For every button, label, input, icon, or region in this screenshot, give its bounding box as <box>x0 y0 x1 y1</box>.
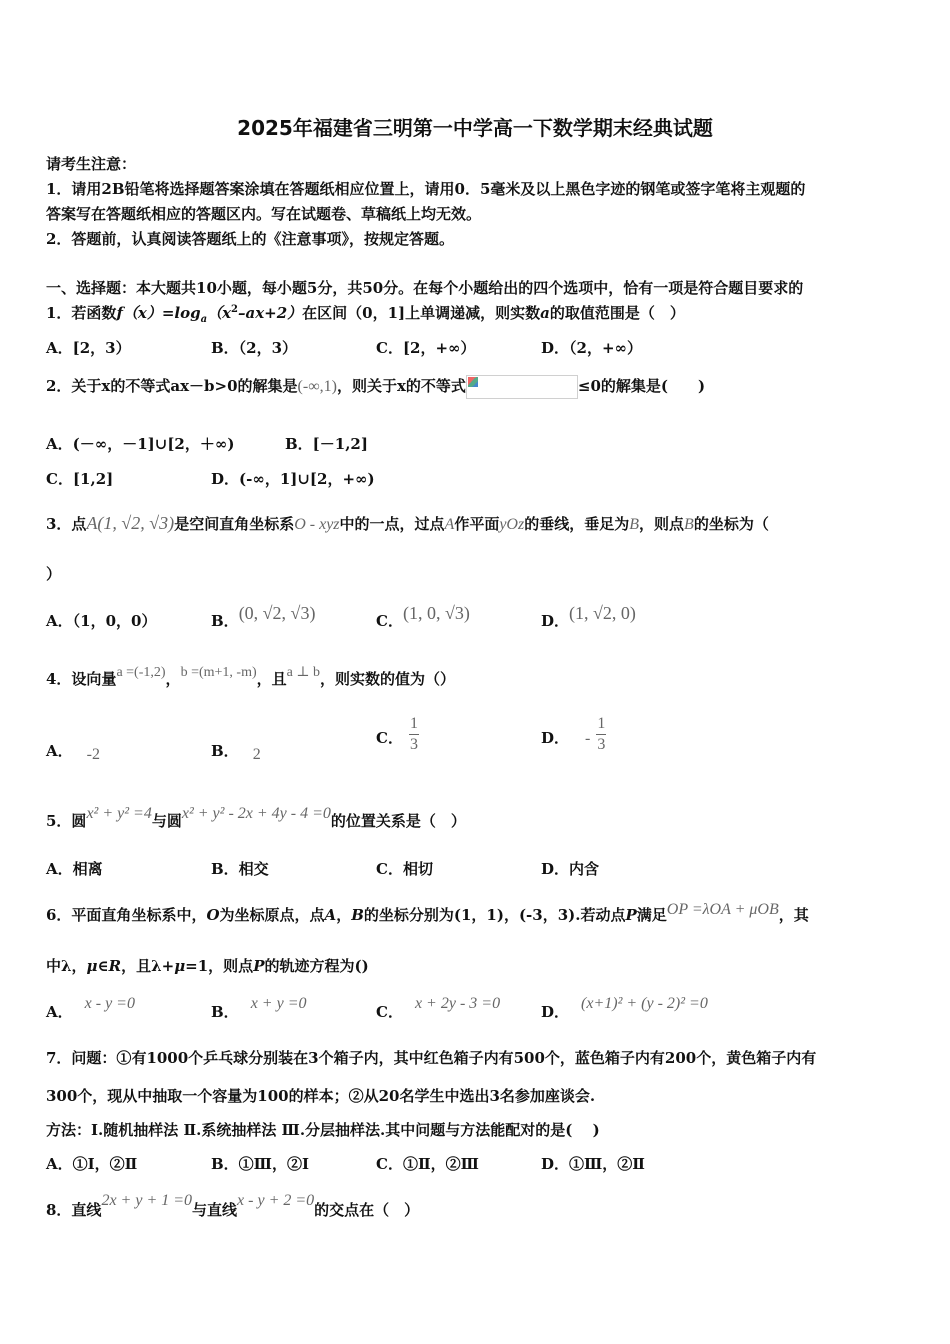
q3-point-a: A <box>444 516 455 533</box>
q4-d-negative: - <box>585 729 591 747</box>
q6-line1e: 满足 <box>636 906 667 924</box>
q7-option-b[interactable]: B．①Ⅲ，②Ⅰ <box>211 1155 309 1173</box>
q6-p: P <box>625 906 637 924</box>
page-title: 2025年福建省三明第一中学高一下数学期末经典试题 <box>237 116 713 140</box>
notice-heading: 请考生注意： <box>46 155 137 173</box>
q4-d-label: D． <box>541 728 570 747</box>
q6-o: O <box>206 906 220 924</box>
question-6-line-1 <box>46 901 809 925</box>
q3-suffix: 的坐标为（ <box>693 515 769 533</box>
q8-line-2: x - y + 2 =0 <box>237 1192 315 1209</box>
q6-option-b[interactable] <box>211 995 307 1022</box>
q3-mid4: 的垂线，垂足为 <box>524 515 630 533</box>
q1-suffix: 的取值范围是（ ） <box>549 304 685 322</box>
q5-circle-2: x² + y² - 2x + 4y - 4 =0 <box>181 805 331 822</box>
q5-circle-1: x² + y² =4 <box>86 805 152 822</box>
q1-option-d[interactable]: D．（2，+∞） <box>541 339 643 357</box>
q4-c-denominator: 3 <box>409 736 418 753</box>
q3-point: A(1, √2, √3) <box>86 513 175 533</box>
q3-d-value: (1, √2, 0) <box>569 603 636 623</box>
q6-line1f: ，其 <box>778 906 809 924</box>
q6-option-c[interactable] <box>376 995 501 1022</box>
q8-suffix: 的交点在（ ） <box>314 1201 420 1219</box>
q3-option-b[interactable] <box>211 603 316 630</box>
q6-r: R <box>108 957 122 975</box>
q1-prefix: 1．若函数 <box>46 304 117 322</box>
q6-line2c: ，且λ+ <box>121 957 175 975</box>
question-7-line-1: 7．问题：①有1000个乒乓球分别装在3个箱子内，其中红色箱子内有500个，蓝色箱子内有200个，黄色箱子内有 <box>46 1049 817 1067</box>
q1-func: f（x）=log <box>116 304 201 322</box>
q6-b: B <box>351 906 364 924</box>
q3-prefix: 3．点 <box>46 515 87 533</box>
q4-c-label: C． <box>376 728 403 747</box>
q8-prefix: 8．直线 <box>46 1201 102 1219</box>
q1-rest: 在区间（0，1]上单调递减，则实数 <box>302 304 541 322</box>
q3-mid2: 中的一点，过点 <box>339 515 445 533</box>
q5-option-a[interactable]: A．相离 <box>46 860 103 878</box>
q4-c-fraction <box>409 714 419 755</box>
q4-comma: ， <box>165 670 181 688</box>
q3-option-a[interactable] <box>46 610 156 631</box>
q3-system: O - xyz <box>294 516 340 533</box>
q6-d-label: D． <box>541 1003 570 1021</box>
q3-a-label: A． <box>46 612 73 630</box>
q1-option-a[interactable]: A．[2，3） <box>46 339 131 357</box>
q6-a: A <box>324 906 337 924</box>
q1-option-c[interactable]: C．[2，+∞） <box>376 339 476 357</box>
q5-option-c[interactable]: C．相切 <box>376 860 433 878</box>
q6-line1a: 6．平面直角坐标系中， <box>46 906 207 924</box>
q5-prefix: 5．圆 <box>46 812 87 830</box>
q6-mu: μ <box>86 957 98 975</box>
q3-a-value: （1，0，0） <box>72 612 157 630</box>
q4-vector-a: a =(-1,2) <box>116 665 166 680</box>
q6-line1d: 的坐标分别为(1，1)，(-3，3).若动点 <box>363 906 626 924</box>
q8-line-1: 2x + y + 1 =0 <box>101 1192 193 1209</box>
broken-image-icon <box>466 375 578 399</box>
question-6-line-2 <box>46 955 369 976</box>
q4-b-label: B． <box>211 742 239 760</box>
q7-option-a[interactable]: A．①Ⅰ，②Ⅱ <box>46 1155 138 1173</box>
q6-line2e: 的轨迹方程为() <box>264 957 369 975</box>
q2-suffix: ≤0的解集是( ) <box>577 377 706 395</box>
q1-arg-a: （x <box>207 304 232 322</box>
q3-close-paren: ） <box>46 565 62 583</box>
q1-sup: 2 <box>231 304 238 315</box>
q4-and: ，且 <box>256 670 287 688</box>
notice-line-1b: 答案写在答题纸相应的答题区内。写在试题卷、草稿纸上均无效。 <box>46 205 482 223</box>
q4-suffix: ，则实数的值为（） <box>320 670 456 688</box>
q6-p2: P <box>253 957 265 975</box>
q4-option-b[interactable] <box>211 740 261 761</box>
q6-c-label: C． <box>376 1003 403 1021</box>
q4-d-fraction <box>596 714 606 755</box>
q3-mid5: ，则点 <box>639 515 685 533</box>
question-4 <box>46 665 456 689</box>
q2-option-a[interactable]: A．(－∞，－1]∪[2，＋∞) <box>46 435 235 453</box>
q3-c-label: C． <box>376 612 403 630</box>
q2-solution-set: (-∞,1) <box>297 378 337 395</box>
q5-suffix: 的位置关系是（ ） <box>330 812 466 830</box>
q3-d-label: D． <box>541 612 570 630</box>
q3-point-b2: B <box>684 516 694 533</box>
q4-prefix: 4．设向量 <box>46 670 117 688</box>
q3-point-b: B <box>629 516 640 533</box>
q1-sub: a <box>200 314 208 325</box>
q5-mid: 与圆 <box>151 812 182 830</box>
q4-c-numerator: 1 <box>409 714 419 735</box>
q6-d-value: (x+1)² + (y - 2)² =0 <box>581 995 708 1012</box>
q7-option-d[interactable]: D．①Ⅲ，②Ⅱ <box>541 1155 645 1173</box>
q6-line2b: ∈ <box>97 957 109 975</box>
q4-option-d[interactable] <box>541 714 606 755</box>
question-8 <box>46 1192 420 1220</box>
q6-a-label: A． <box>46 1003 73 1021</box>
q2-option-d[interactable]: D．(-∞，1]∪[2，+∞) <box>211 470 375 488</box>
q5-option-d[interactable]: D．内含 <box>541 860 600 878</box>
q4-a-value: -2 <box>86 746 100 763</box>
q6-line1b: 为坐标原点，点 <box>219 906 325 924</box>
question-7-line-2: 300个，现从中抽取一个容量为100的样本；②从20名学生中选出3名参加座谈会. <box>46 1087 596 1105</box>
q1-var: a <box>540 304 550 322</box>
q6-option-d[interactable] <box>541 995 708 1022</box>
notice-line-2: 2．答题前，认真阅读答题纸上的《注意事项》，按规定答题。 <box>46 230 454 248</box>
q7-option-c[interactable]: C．①Ⅱ，②Ⅲ <box>376 1155 479 1173</box>
q5-option-b[interactable]: B．相交 <box>211 860 269 878</box>
q6-mu2: μ <box>174 957 186 975</box>
q2-option-b[interactable]: B．[－1,2] <box>285 435 368 453</box>
question-1 <box>46 302 685 325</box>
question-2 <box>46 375 705 399</box>
notice-line-1a: 1．请用2B铅笔将选择题答案涂填在答题纸相应位置上，请用0．5毫米及以上黑色字迹的钢笔或签字笔将主观题的 <box>46 180 806 198</box>
question-3 <box>46 513 769 534</box>
q6-vector-eq: OP =λOA + μOB <box>666 901 779 918</box>
q4-option-c[interactable] <box>376 714 419 755</box>
q6-b-label: B． <box>211 1003 239 1021</box>
q1-arg-b: –ax+2） <box>238 304 303 322</box>
q2-option-c[interactable]: C．[1,2] <box>46 470 114 488</box>
q3-mid1: 是空间直角坐标系 <box>174 515 295 533</box>
q3-option-d[interactable] <box>541 603 636 630</box>
q1-option-b[interactable]: B．（2，3） <box>211 339 298 357</box>
q2-mid: ，则关于x的不等式 <box>336 377 466 395</box>
q4-option-a[interactable] <box>46 740 100 761</box>
q4-vector-b: b =(m+1, -m) <box>180 665 257 680</box>
q2-prefix: 2．关于x的不等式ax－b>0的解集是 <box>46 377 298 395</box>
question-5 <box>46 805 466 831</box>
q8-mid: 与直线 <box>192 1201 238 1219</box>
q4-a-label: A． <box>46 742 73 760</box>
section-heading: 一、选择题：本大题共10小题，每小题5分，共50分。在每个小题给出的四个选项中，恰有一项是符合题目要求的 <box>46 279 804 297</box>
q6-a-value: x - y =0 <box>84 995 135 1012</box>
q6-option-a[interactable] <box>46 995 135 1022</box>
q4-b-value: 2 <box>252 746 261 763</box>
q4-d-denominator: 3 <box>597 736 606 753</box>
question-7-line-3: 方法：Ⅰ.随机抽样法 Ⅱ.系统抽样法 Ⅲ.分层抽样法.其中问题与方法能配对的是( ) <box>46 1121 600 1139</box>
q3-mid3: 作平面 <box>454 515 500 533</box>
q4-d-numerator: 1 <box>596 714 606 735</box>
q3-b-label: B． <box>211 612 239 630</box>
q3-plane: yOz <box>499 516 525 533</box>
q6-line2a: 中λ， <box>46 957 87 975</box>
q3-c-value: (1, 0, √3) <box>402 603 470 623</box>
q6-b-value: x + y =0 <box>250 995 307 1012</box>
q3-b-value: (0, √2, √3) <box>238 603 316 623</box>
q3-option-c[interactable] <box>376 603 470 630</box>
q6-line1c: ， <box>336 906 352 924</box>
q6-line2d: =1，则点 <box>185 957 254 975</box>
q6-c-value: x + 2y - 3 =0 <box>414 995 501 1012</box>
q4-perp: a ⊥ b <box>286 665 321 680</box>
